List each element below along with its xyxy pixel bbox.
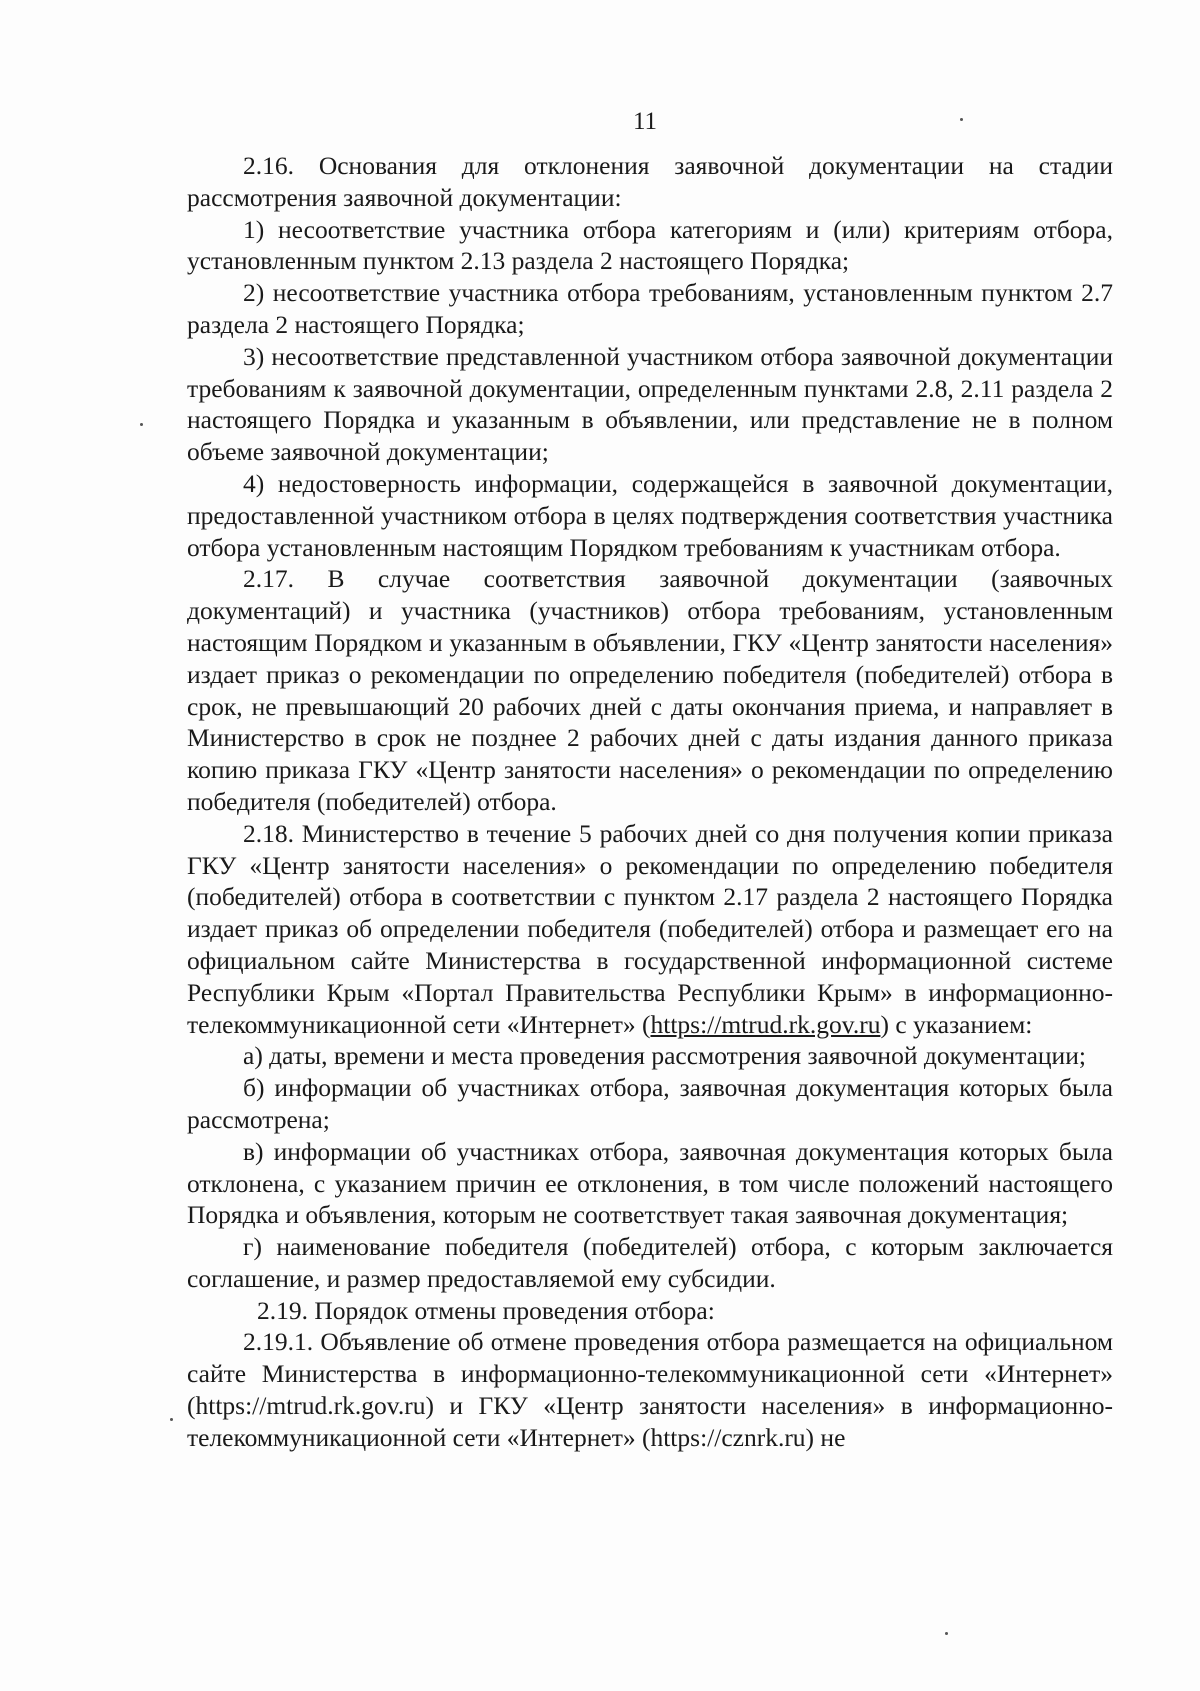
paragraph-2-17: 2.17. В случае соответствия заявочной документации (заявочных документаций) и участника (участников) отбора требованиям, установленным настоящим Порядком и указанным в объявлении, ГКУ «Центр занятости населения» издает приказ о рекомендации по определению победителя (победителей) отбора в срок, не превышающий 20 рабочих дней с даты окончания приема, и направляет в Министерство в срок не позднее 2 рабочих дней с даты издания данного приказа копию приказа ГКУ «Центр занятости населения» о рекомендации по определению победителя (победителей) отбора.: [187, 564, 1113, 816]
scan-speck: [170, 1418, 173, 1421]
scan-speck: [945, 1632, 948, 1635]
list-item-3: 3) несоответствие представленной участником отбора заявочной документации требованиям к заявочной документации, определенным пунктами 2.8, 2.11 раздела 2 настоящего Порядка и указанным в объявлении, или представление не в полном объеме заявочной документации;: [187, 341, 1113, 467]
sub-item-g: г) наименование победителя (победителей) отбора, с которым заключается соглашение, и размер предоставляемой ему субсидии.: [187, 1232, 1113, 1293]
paragraph-2-18-tail: ) с указанием:: [880, 1009, 1033, 1039]
sub-item-v: в) информации об участниках отбора, заявочная документация которых была отклонена, с указанием причин ее отклонения, в том числе положений настоящего Порядка и объявления, которым не соответствует такая заявочная документация;: [187, 1136, 1113, 1230]
mtrud-link[interactable]: https://mtrud.rk.gov.ru: [650, 1009, 881, 1039]
document-body: [187, 150, 1113, 1454]
list-item-4: 4) недостоверность информации, содержащейся в заявочной документации, предоставленной участником отбора в целях подтверждения соответствия участника отбора установленным настоящим Порядком требованиям к участникам отбора.: [187, 468, 1113, 562]
paragraph-2-19: 2.19. Порядок отмены проведения отбора:: [257, 1295, 715, 1325]
page-number: 11: [632, 108, 658, 135]
paragraph-2-18: [187, 818, 1113, 1041]
sub-item-a: а) даты, времени и места проведения рассмотрения заявочной документации;: [243, 1041, 1086, 1071]
paragraph-2-19-1: 2.19.1. Объявление об отмене проведения отбора размещается на официальном сайте Министерства в информационно-телекоммуникационной сети «Интернет» (https://mtrud.rk.gov.ru) и ГКУ «Центр занятости населения» в информационно-телекоммуникационной сети «Интернет» (https://cznrk.ru) не: [187, 1327, 1113, 1452]
sub-item-b: б) информации об участниках отбора, заявочная документация которых была рассмотрена;: [187, 1073, 1113, 1134]
paragraph-2-18-text: 2.18. Министерство в течение 5 рабочих дней со дня получения копии приказа ГКУ «Центр занятости населения» о рекомендации по определению победителя (победителей) отбора в соответствии с пунктом 2.17 раздела 2 настоящего Порядка издает приказ об определении победителя (победителей) отбора и размещает его на официальном сайте Министерства в государственной информационной системе Республики Крым «Портал Правительства Республики Крым» в информационно-телекоммуникационной сети «Интернет» (: [187, 818, 1113, 1039]
scan-speck: [960, 118, 963, 121]
list-item-2: 2) несоответствие участника отбора требованиям, установленным пунктом 2.7 раздела 2 настоящего Порядка;: [187, 278, 1113, 339]
paragraph-2-16: 2.16. Основания для отклонения заявочной документации на стадии рассмотрения заявочной документации:: [187, 151, 1113, 212]
scan-speck: [140, 423, 143, 426]
list-item-1: 1) несоответствие участника отбора категориям и (или) критериям отбора, установленным пунктом 2.13 раздела 2 настоящего Порядка;: [187, 214, 1113, 276]
